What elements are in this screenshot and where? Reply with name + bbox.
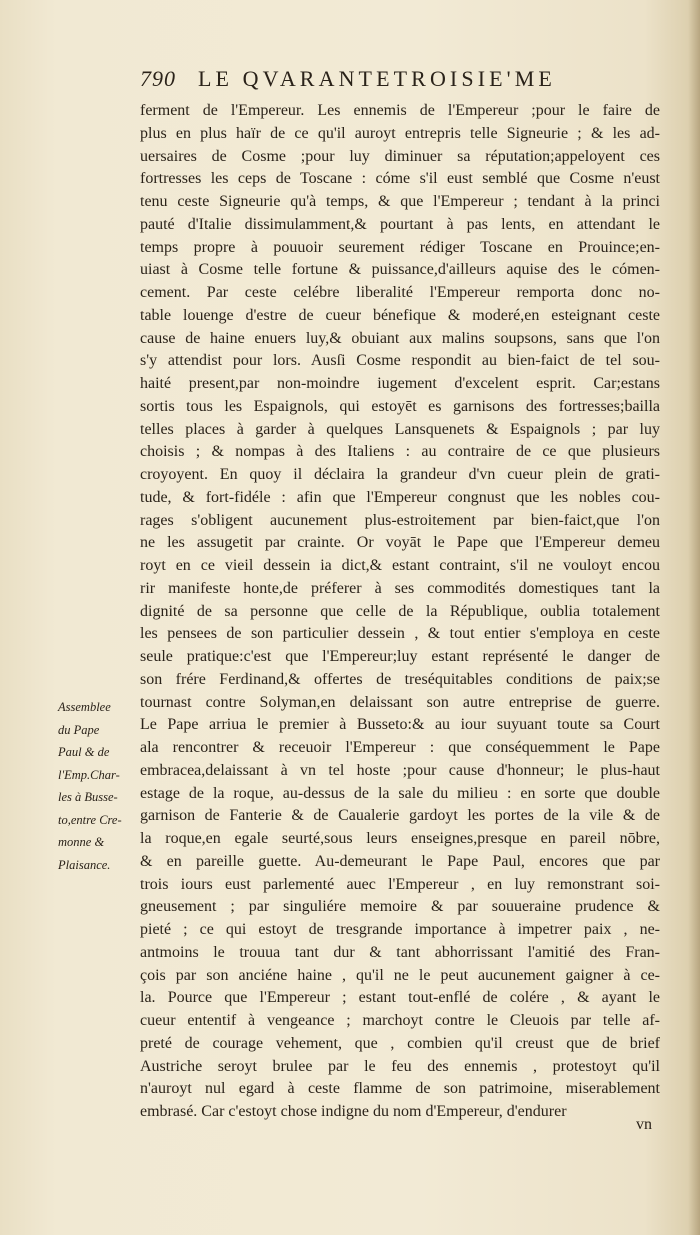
text-line: ala rencontrer & receuoir l'Empereur : que conséquemment le Pape <box>140 739 660 756</box>
text-line: gneusement ; par singuliére memoire & par souueraine prudence & <box>140 898 660 916</box>
catchword: vn <box>636 1116 652 1133</box>
margin-note-line: Paul & de <box>58 745 110 759</box>
text-line: les pensees de son particulier dessein , & tout entier s'employa en ceste <box>140 625 660 643</box>
text-line: preté de courage vehement, que , combien qu'il creust que de brief <box>140 1034 660 1052</box>
margin-note-line: l'Emp.Char- <box>58 767 120 782</box>
text-line: pieté ; ce qui estoyt de tresgrande importance à impetrer paix , ne- <box>140 921 660 938</box>
margin-note-line: Plaisance. <box>58 857 111 872</box>
text-line: Le Pape arriua le premier à Busseto:& au iour suyuant toute sa Court <box>140 716 660 734</box>
text-line: garnison de Fanterie & de Caualerie gardoyt les portes de la vile & de <box>140 807 660 825</box>
text-line: fortresses les ceps de Toscane : cóme s'il eust semblé que Cosme n'eust <box>140 170 660 188</box>
text-line: çois par son anciéne haine , qu'il ne le peut aucunement gaigner à ce- <box>140 966 660 984</box>
text-line: son frére Ferdinand,& offertes de treséquitables conditions de paix;se <box>140 670 660 688</box>
text-line: table louenge d'estre de cueur bénefique & moderé,en esteignant ceste <box>140 306 660 324</box>
text-line: cause de haine enuers luy,& obuiant aux malins soupsons, sans que l'on <box>140 329 660 347</box>
page-header <box>0 66 700 96</box>
text-line: uersaires de Cosme ;pour luy diminuer sa réputation;appeloyent ces <box>140 147 660 165</box>
text-line: embracea,delaissant à vn tel hoste ;pour cause d'honneur; le plus-haut <box>140 761 660 779</box>
text-line: ne les assugetit par crainte. Or voyāt le Pape que l'Empereur demeu <box>140 534 660 552</box>
text-line: tournast contre Solyman,en delaissant son autre entreprise de guerre. <box>140 693 660 711</box>
text-line: seule pratique:c'est que l'Empereur;luy estant représenté le danger de <box>140 648 660 665</box>
text-line: n'auroyt nul egard à ceste flamme de son patrimoine, miserablement <box>140 1080 660 1098</box>
text-line: cement. Par ceste celébre liberalité l'Empereur remporta donc no- <box>140 284 660 301</box>
margin-note-line: monne & <box>58 835 105 849</box>
text-line: embrasé. Car c'estoyt chose indigne du nom d'Empereur, d'endurer <box>140 1103 567 1120</box>
main-text-block <box>140 100 660 1124</box>
text-line: pauté d'Italie dissimulamment,& pourtant à pas lents, en attendant le <box>140 215 660 233</box>
margin-note-line: du Pape <box>58 722 100 737</box>
text-line: plus en plus haïr de ce qu'il auroyt entrepris telle Signeurie ; & les ad- <box>140 124 660 142</box>
margin-note-line: les à Busse- <box>58 790 118 804</box>
text-line: uiast à Cosme telle fortune & puissance,d'ailleurs aquise des le cómen- <box>140 261 660 279</box>
text-line: ferment de l'Empereur. Les ennemis de l'Empereur ;pour le faire de <box>140 102 660 119</box>
text-line: cueur ententif à vengeance ; marchoyt contre le Cleuois par telle af- <box>140 1012 660 1029</box>
text-line: la. Pource que l'Empereur ; estant tout-enflé de colére , & ayant le <box>140 989 660 1007</box>
text-line: croyoyent. En quoy il déclaira la grandeur d'vn cueur plein de grati- <box>140 466 660 483</box>
margin-note <box>58 696 138 876</box>
text-line: rir manifeste honte,de préferer à ses commodités domestiques tant la <box>140 579 660 597</box>
text-line: s'y attendist pour lors. Ausſi Cosme respondit au bien-faict de tel sou- <box>140 352 660 370</box>
text-line: & en pareille guette. Au-demeurant le Pape Paul, encores que par <box>140 852 660 870</box>
text-line: Austriche seroyt brulee par le feu des ennemis , protestoyt qu'il <box>140 1057 660 1075</box>
text-line: haité present,par non-moindre iugement d'excelent esprit. Car;estans <box>140 375 660 392</box>
text-line: telles places à garder à quelques Lansquenets & Espaignols ; par luy <box>140 420 660 438</box>
text-line: tenu ceste Signeurie qu'à temps, & que l'Empereur ; tendant à la princi <box>140 193 660 210</box>
text-line: rages s'obligent aucunement plus-estroitement par bien-faict,que l'on <box>140 511 660 529</box>
text-line: la roque,en egale seurté,sous leurs enseignes,presque en pareil nōbre, <box>140 830 660 847</box>
page-edge-shadow <box>688 0 700 1235</box>
text-line: choisis ; & nompas à des Italiens : au contraire de ce que plusieurs <box>140 443 660 461</box>
running-title: LE QVARANTETROISIE'ME <box>198 66 556 91</box>
text-line: royt en ce vieil dessein ia dict,& estant contraint, s'il ne vouloyt encou <box>140 557 660 574</box>
text-line: temps propre à pouuoir seurement rédiger Toscane en Prouince;en- <box>140 238 660 256</box>
text-line: antmoins le trouua tant dur & tant abhorrissant l'amitié des Fran- <box>140 943 660 961</box>
page-number: 790 <box>140 66 176 91</box>
text-line: sortis tous les Espaignols, qui estoyēt es garnisons des fortresses;bailla <box>140 397 660 415</box>
text-line: trois iours eust parlementé auec l'Empereur , en luy remonstrant soi- <box>140 875 660 893</box>
text-line: estage de la roque, au-dessus de la sale du milieu : en sorte que double <box>140 784 660 802</box>
text-line: dignité de sa personne que celle de la République, oublia totalement <box>140 602 660 620</box>
margin-note-line: to,entre Cre- <box>58 812 122 827</box>
margin-note-line: Assemblee <box>58 700 111 714</box>
text-line: tude, & fort-fidéle : afin que l'Empereur congnust que les nobles cou- <box>140 488 660 506</box>
